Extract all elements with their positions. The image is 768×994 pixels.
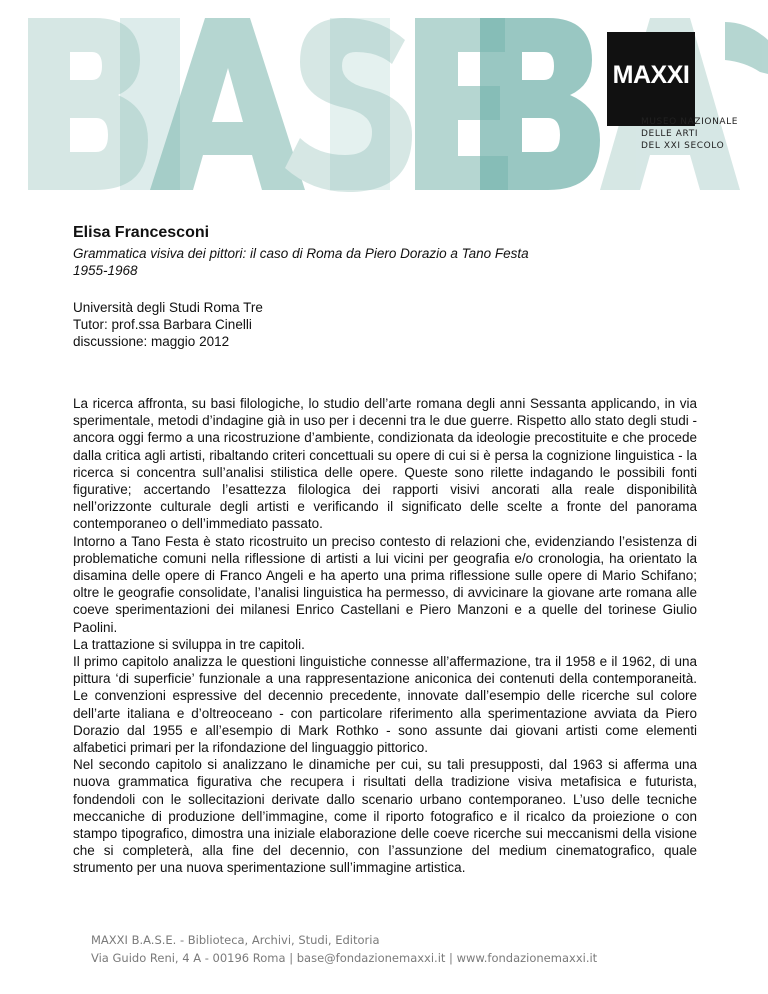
abstract-paragraph: La ricerca affronta, su basi filologiche, lo studio dell’arte romana degli anni Sessanta applicando, in via sperimentale, metodi d’indagine già in uso per i decenni tra le due guerre. Rispetto allo stato degli studi - ancora oggi fermo a una ricostruzione d’ambiente, condizionata da ideologie precostituite e che procede dalla critica agli artisti, ribaltando criteri concettuali su opere di cui si è persa la cognizione linguistica - la ricerca si concentra sull’analisi stilistica delle opere. Queste sono rilette indagando le possibili fonti figurative; accertando l’esattezza filologica dei rapporti visivi ancorati alla reale disponibilità nell’orizzonte culturale degli artisti e verificando il significato delle scelte a fronte del panorama contemporaneo o dell’immediato passato. xyxy=(73,396,697,532)
thesis-title xyxy=(73,245,701,279)
abstract-paragraph: La trattazione si sviluppa in tre capitoli. xyxy=(73,636,305,652)
author-name: Elisa Francesconi xyxy=(73,224,210,241)
discussion-date: discussione: maggio 2012 xyxy=(73,334,230,349)
abstract-paragraph: Intorno a Tano Festa è stato ricostruito un preciso contesto di relazioni che, evidenziando l’esistenza di problematiche comuni nella riflessione di artisti a lui vicini per geografia e/o cronologia, ha orientato la disamina delle opere di Franco Angeli e ha aperto una prima riflessione sulle opere di Mario Schifano; oltre le geografie consolidate, l’analisi linguistica ha permesso, di avvicinare la giovane arte romana alle coeve sperimentazioni dei milanesi Enrico Castellani e Piero Manzoni e a quelle del torinese Giulio Paolini. xyxy=(73,533,697,635)
abstract-body xyxy=(73,395,697,877)
university: Università degli Studi Roma Tre xyxy=(73,300,263,315)
thesis-title-line: Grammatica visiva dei pittori: il caso di Roma da Piero Dorazio a Tano Festa xyxy=(73,246,529,261)
page-footer xyxy=(91,931,731,967)
abstract-paragraph: Nel secondo capitolo si analizzano le dinamiche per cui, su tali presupposti, dal 1963 si afferma una nuova grammatica figurativa che recupera i risultati della tradizione visiva metafisica e futurista, fondendoli con le sollecitazioni derivate dallo scenario urbano contemporaneo. L’uso delle tecniche meccaniche di produzione dell’immagine, come il riporto fotografico e il ricalco da proiezione o con stampo tipografico, dimostra una iniziale elaborazione delle coeve ricerche sui meccanismi della visione che si completerà, alla fine del decennio, con l’assunzione del medium cinematografico, quale strumento per una nuova sperimentazione sull’immagine artistica. xyxy=(73,757,697,876)
thesis-info xyxy=(73,299,701,350)
museum-name xyxy=(641,116,761,152)
maxxi-logo xyxy=(607,32,695,126)
tutor: Tutor: prof.ssa Barbara Cinelli xyxy=(73,317,252,332)
maxxi-logo-text: MAXXI xyxy=(612,61,690,89)
museum-name-line: DEL XXI SECOLO xyxy=(641,141,725,151)
document-header xyxy=(73,224,701,350)
footer-line: MAXXI B.A.S.E. - Biblioteca, Archivi, Studi, Editoria xyxy=(91,933,380,947)
abstract-paragraph: Il primo capitolo analizza le questioni linguistiche connesse all’affermazione, tra il 1958 e il 1962, di una pittura ‘di superficie’ funzionale a una rappresentazione aniconica dei contenuti della contemporaneità. Le convenzioni espressive del decennio precedente, innovate dall’esempio delle ricerche sul colore dell’arte italiana e d’oltreoceano - con particolare riferimento alla sperimentazione avviata da Piero Dorazio dal 1955 e all’esempio di Mark Rothko - sono assunte dai giovani artisti come elementi alfabetici primari per la rifondazione del linguaggio pittorico. xyxy=(73,654,697,756)
thesis-title-line: 1955-1968 xyxy=(73,263,138,278)
museum-name-line: MUSEO NAZIONALE xyxy=(641,117,739,127)
museum-name-line: DELLE ARTI xyxy=(641,129,699,139)
footer-line: Via Guido Reni, 4 A - 00196 Roma | base@fondazionemaxxi.it | www.fondazionemaxxi.it xyxy=(91,951,598,965)
